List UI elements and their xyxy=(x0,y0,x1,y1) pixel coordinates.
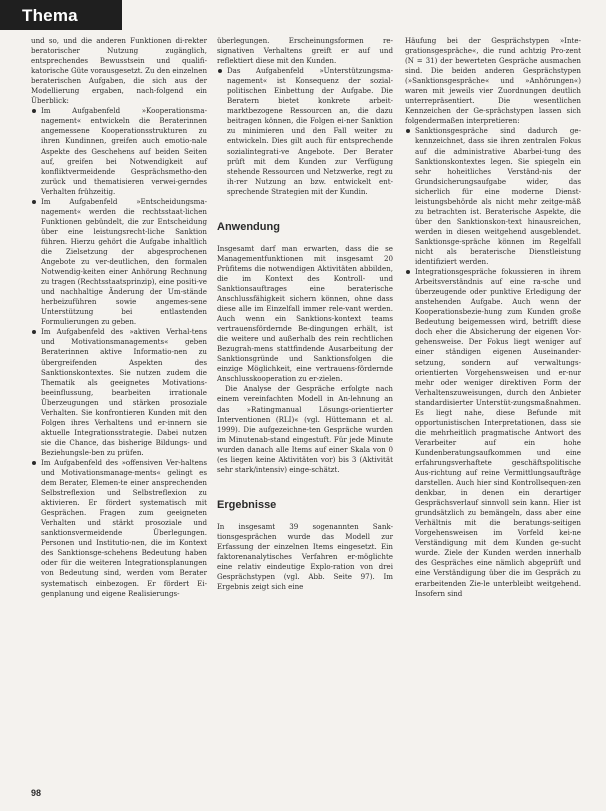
bullet-item: Sanktionsgespräche sind dadurch ge-kennzeichnet, dass sie ihren zentralen Fokus auf die administrative Abarbei-tung des Sanktionskontextes legen. Sie spiegeln ein sehr hoheitliches Verständ-nis der Grundsicherungsaufgabe wider, das sicherlich für eine moderne Dienst-leistungsbehörde als nicht mehr zeitge-mäß zu betrachten ist. Beraterische Aspekte, die über den Sanktionskon-text hinausreichen, werden in diesen weitgehend ausgeblendet. Sanktionsge-spräche können im Regelfall nicht als beraterische Dienstleistung identifiziert werden. xyxy=(405,126,581,267)
bullet-item: Im Aufgabenfeld des »offensiven Ver-haltens und Motivationsmanage-ments« gelingt es dem Berater, Elemen-te einer ansprechenden Selbstreflexion und Selbstreflexion zu aktivieren. Er fördert systematisch mit Gesprächen. Fragen zum geeigneten Verhalten und stärkt prosoziale und sanktionsvermeidende Überlegungen. Personen und Institutio-nen, die im Kontext des Sanktionsge-schehens Bedeutung haben oder für die weiteren Integrationsplanungen von Bedeutung sind, werden vom Berater systematisch einbezogen. Er fördert Ei-genplanung und eigene Realisierungs- xyxy=(31,458,207,599)
bullet-item: Im Aufgabenfeld des »aktiven Verhal-tens und Motivationsmanagements« geben Beraterinnen aktive Informatio-nen zu übergreifenden Aspekten des Sanktionskontextes. Sie nutzen zudem die Thematik als geeignetes Motivations-beeinflussung, bearbeiten irrationale Überzeugungen und stärken prosoziale Verhalten. Sie konfrontieren Kunden mit den Folgen ihres Verhaltens und er-innern sie aktuelle Integrationsstrategie. Dabei nutzen sie die Chance, das bisherige Bildungs- und Beziehungsle-ben zu prüfen. xyxy=(31,327,207,458)
paragraph: In insgesamt 39 sogenannten Sank-tionsgesprächen wurde das Modell zur Erfassung der einzelnen Items eingesetzt. Ein faktorenanalytisches Verfahren er-möglichte eine relativ eindeutige Explo-ration von drei Gesprächstypen (vgl. Abb. Seite 97). Im Ergebnis zeigt sich eine xyxy=(217,521,393,592)
bullet-item: Integrationsgespräche fokussieren in ihrem Arbeitsverständnis auf eine ra-sche und überzeugende oder punktive Erledigung der anstehenden Aufgabe. Auch wenn der Kooperationsbezie-hung zum Kunden große Bedeutung beigemessen wird, betrifft diese doch eher die Absicherung der eigenen Vor-gehensweise. Der Fokus liegt weniger auf einer ständigen eigenen Auseinander-setzung, sondern auf verwaltungs-orientierten Vorgehensweisen und er-nur mehr oder weniger direktiven Form der Verhaltenszuweisungen, durch den Anbieter standardisierter Unterstüt-zungsmaßnahmen. Es liegt nahe, diese Befunde mit opportunistischen Interpretationen, dass sie die mehrheitlich pragmatische Antwort des Verarbeiter auf ein hohe Kundenberatungsaufkommen und eine erfahrungsverhaftete geschäftspolitische Aus-richtung auf reine Vermittlungsaufträge darstellen. Auch hier sind Kontrollsequen-zen denkbar, in denen ein derartiger Gesprächsverlauf sinnvoll sein kann. Hier ist grundsätzlich zu bemängeln, dass aber eine Verhältnis mit die beratungs-seitigen Vorgehensweisen im Vorfeld kei-ne Verständigung mit dem Kunden ge-sucht wurde. Ziele der Kunden werden innerhalb des Gespräches eine nämlich abgeprüft und eine Verständigung über die im Gespräch zu erarbeitenden Zie-le unterbleibt weitgehend. Insofern sind xyxy=(405,267,581,599)
bullet-item: Im Aufgabenfeld »Kooperationsma-nagement« entwickeln die Beraterinnen angemessene Kooperationsstrukturen zu ihren Kundinnen, greifen auch emotio-nale Aspekte des Geschehens auf beiden Seiten auf, greifen bei Notwendigkeit auf konfliktvermeidende Gesprächsmetho-den zurück und thematisieren verwei-gerndes Verhalten frühzeitig. xyxy=(31,106,207,196)
paragraph: und so, und die anderen Funktionen di-rekter beratorischer Nutzung zugänglich, entsprechendes Bewusstsein und qualifi-katorische Güte vorausgesetzt. Zu den einzelnen beraterischen Aufgaben, die sich aus der Modellierung ergaben, nach-folgend ein Überblick: xyxy=(31,36,208,106)
bullet-list xyxy=(31,106,207,598)
text-column-3 xyxy=(405,36,581,599)
paragraph: überlegungen. Erscheinungsformen re-signativen Verhaltens greift er auf und reflektiert diese mit den Kunden. xyxy=(217,36,393,66)
bullet-item: Das Aufgabenfeld »Unterstützungsma-nagement« ist Konsequenz der sozial-politischen Einbettung der Aufgabe. Die Beratern bietet konkrete arbeit-marktbezogene Ressourcen an, die dazu beitragen können, die Folgen ei-ner Sanktion zu minimieren und den Fall weiter zu entwickeln. Dies gilt auch für entsprechende sozialintegrati-ve Angebote. Der Berater prüft mit dem Kunden zur Verfügung stehende Ressourcen und Netzwerke, regt zu ih-rer Nutzung an bzw. entwickelt ent-sprechende Strategien mit der Kundin. xyxy=(217,66,393,197)
section-heading: Anwendung xyxy=(217,220,280,233)
text-column-1 xyxy=(31,36,207,599)
bullet-list xyxy=(405,126,581,598)
section-title: Thema xyxy=(22,6,78,25)
section-header-bar xyxy=(0,0,122,30)
text-column-2 xyxy=(217,36,393,592)
bullet-list xyxy=(217,66,393,197)
section-heading: Ergebnisse xyxy=(217,498,277,511)
paragraph: Häufung bei der Gesprächstypen »Inte-grationsgespräche«, die rund achtzig Pro-zent (N = 31) der bewerteten Gespräche ausmachen sind. Die beiden anderen Gesprächstypen (»Sanktionsgespräche« und »Anhörungen«) waren mit jeweils vier Zuordnungen deutlich unterrepräsentiert. Die wesentlichen Kennzeichen der Ge-sprächstypen lassen sich folgendermaßen interpretieren: xyxy=(405,36,581,126)
bullet-item: Im Aufgabenfeld »Entscheidungsma-nagement« werden die rechtsstaat-lichen Funktionen gebündelt, die zur Entscheidung über eine leistungsrecht-liche Sanktion führen. Hierzu gehört die Aufgabe inhaltlich die Zielsetzung der abgesprochenen Angebote zu ver-deutlichen, den formalen Notwendig-keiten einer Anhörung Rechnung zu tragen (Rechtsstaatsprinzip), eine positi-ve und nachhaltige Änderung der Um-stände herbeizuführen sowie angemes-sene Unterstützung bei entlastenden Formulierungen zu geben. xyxy=(31,197,207,328)
page-number: 98 xyxy=(31,788,42,798)
paragraph: Insgesamt darf man erwarten, dass die se Managementfunktionen mit insgesamt 20 Prüfitems die notwendigen Aktivitäten abbilden, die im Kontext des Kontroll- und Sanktionsauftrages eine beraterische Anschlussfähigkeit sichern können, ohne dass diese alle im Einzelfall immer rele-vant werden. Auch wenn ein Sanktions-kontext teams vertrauensfördernde Be-dingungen erhält, ist die weitere und außerhalb des rein rechtlichen Bezugrah-mens stattfindende Ausarbeitung der Sanktionsgründe und Sanktionsfolgen die einzige Möglichkeit, eine vertrauens-fördernde Anschlusskooperation zu er-zielen. xyxy=(217,243,393,384)
paragraph: Die Analyse der Gespräche erfolgte nach einem vereinfachten Modell in An-lehnung an das »Ratingmanual Lösungs-orientierter Interventionen (RLI)« (vgl. Hüttemann et al. 1999). Die aufgezeichne-ten Gespräche wurden im Minutenab-stand eingestuft. Für jede Minute wurden danach alle Items auf einer Skala von 0 (es liegen keine Aktivitäten vor) bis 3 (Aktivität sehr stark/intensiv) einge-schätzt. xyxy=(217,384,393,474)
